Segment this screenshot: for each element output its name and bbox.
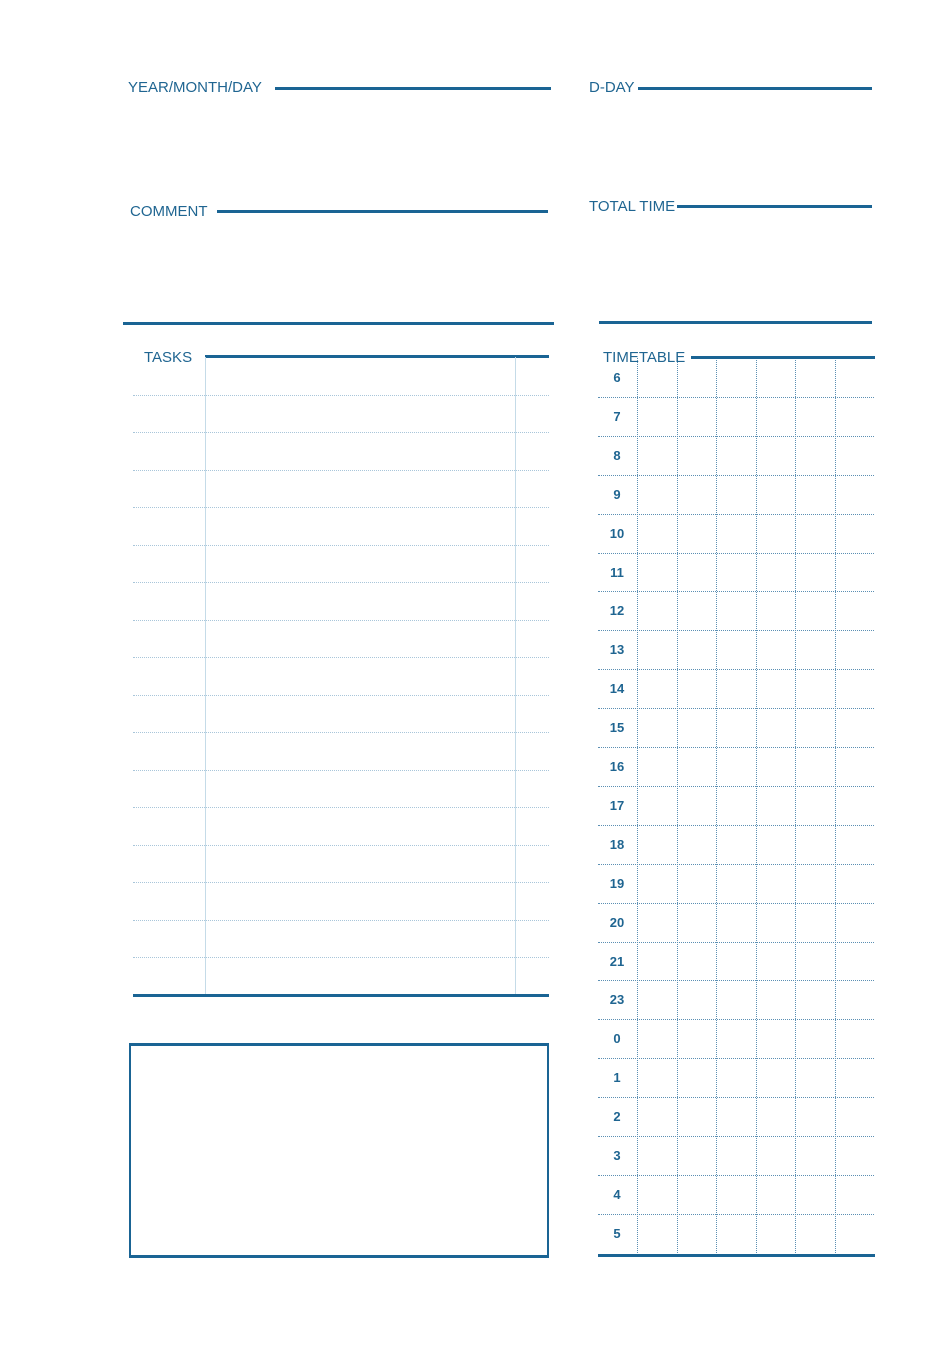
task-row-line[interactable] — [133, 882, 549, 883]
task-row-line[interactable] — [133, 807, 549, 808]
timetable-row-line[interactable] — [598, 1175, 874, 1176]
tasks-top-line — [205, 355, 549, 358]
timetable-column-line — [835, 358, 836, 1253]
hour-label: 4 — [613, 1187, 621, 1202]
hour-label: 17 — [609, 798, 625, 813]
date-label: YEAR/MONTH/DAY — [128, 79, 262, 96]
hour-label: 10 — [609, 526, 625, 541]
timetable-row-line[interactable] — [598, 630, 874, 631]
tasks-bottom-line — [133, 994, 549, 997]
timetable-row-line[interactable] — [598, 1136, 874, 1137]
tasks-column-separator — [515, 357, 516, 995]
tasks-label: TASKS — [144, 349, 193, 366]
timetable-row-line[interactable] — [598, 825, 874, 826]
task-row-line[interactable] — [133, 620, 549, 621]
total-time-line[interactable] — [677, 205, 872, 208]
timetable-row-line[interactable] — [598, 553, 874, 554]
hour-label: 14 — [609, 681, 625, 696]
comment-line[interactable] — [217, 210, 548, 213]
hour-label: 1 — [613, 1070, 621, 1085]
timetable-row-line[interactable] — [598, 397, 874, 398]
hour-label: 23 — [609, 992, 625, 1007]
timetable-column-line — [716, 358, 717, 1253]
timetable-column-line — [795, 358, 796, 1253]
task-row-line[interactable] — [133, 582, 549, 583]
timetable-bottom-line — [598, 1254, 875, 1257]
hour-label: 12 — [609, 603, 625, 618]
hour-label: 9 — [613, 487, 621, 502]
hour-label: 3 — [613, 1148, 621, 1163]
dday-line[interactable] — [638, 87, 872, 90]
timetable-row-line[interactable] — [598, 980, 874, 981]
timetable-row-line[interactable] — [598, 1214, 874, 1215]
hour-label: 18 — [609, 837, 625, 852]
timetable-column-line — [677, 358, 678, 1253]
task-row-line[interactable] — [133, 657, 549, 658]
hour-label: 7 — [613, 409, 621, 424]
comment-label: COMMENT — [130, 203, 208, 220]
timetable-top-line — [691, 356, 875, 359]
timetable-row-line[interactable] — [598, 669, 874, 670]
task-row-line[interactable] — [133, 395, 549, 396]
timetable-row-line[interactable] — [598, 747, 874, 748]
memo-box[interactable] — [129, 1043, 549, 1258]
timetable-row-line[interactable] — [598, 708, 874, 709]
timetable-column-line — [637, 358, 638, 1253]
task-row-line[interactable] — [133, 770, 549, 771]
total-time-bottom-divider — [599, 321, 872, 324]
hour-label: 6 — [613, 370, 621, 385]
timetable-row-line[interactable] — [598, 436, 874, 437]
date-line[interactable] — [275, 87, 551, 90]
hour-label: 16 — [609, 759, 625, 774]
hour-label: 0 — [613, 1031, 621, 1046]
timetable-row-line[interactable] — [598, 475, 874, 476]
timetable-row-line[interactable] — [598, 1097, 874, 1098]
timetable-row-line[interactable] — [598, 864, 874, 865]
timetable-row-line[interactable] — [598, 942, 874, 943]
task-row-line[interactable] — [133, 507, 549, 508]
hour-label: 8 — [613, 448, 621, 463]
hour-label: 20 — [609, 915, 625, 930]
task-row-line[interactable] — [133, 432, 549, 433]
dday-label: D-DAY — [589, 79, 635, 96]
task-row-line[interactable] — [133, 920, 549, 921]
task-row-line[interactable] — [133, 470, 549, 471]
hour-label: 19 — [609, 876, 625, 891]
task-row-line[interactable] — [133, 957, 549, 958]
task-row-line[interactable] — [133, 545, 549, 546]
task-row-line[interactable] — [133, 845, 549, 846]
task-row-line[interactable] — [133, 732, 549, 733]
timetable-label: TIMETABLE — [603, 349, 686, 366]
hour-label: 5 — [613, 1226, 621, 1241]
timetable-row-line[interactable] — [598, 1019, 874, 1020]
comment-bottom-divider — [123, 322, 554, 325]
timetable-column-line — [756, 358, 757, 1253]
hour-label: 11 — [610, 565, 624, 580]
task-row-line[interactable] — [133, 695, 549, 696]
total-time-label: TOTAL TIME — [589, 198, 676, 215]
hour-label: 15 — [609, 720, 625, 735]
timetable-row-line[interactable] — [598, 514, 874, 515]
timetable-row-line[interactable] — [598, 591, 874, 592]
timetable-row-line[interactable] — [598, 903, 874, 904]
tasks-column-separator — [205, 357, 206, 995]
timetable-row-line[interactable] — [598, 786, 874, 787]
timetable-row-line[interactable] — [598, 1058, 874, 1059]
hour-label: 13 — [609, 642, 625, 657]
hour-label: 2 — [613, 1109, 621, 1124]
hour-label: 21 — [609, 954, 625, 969]
